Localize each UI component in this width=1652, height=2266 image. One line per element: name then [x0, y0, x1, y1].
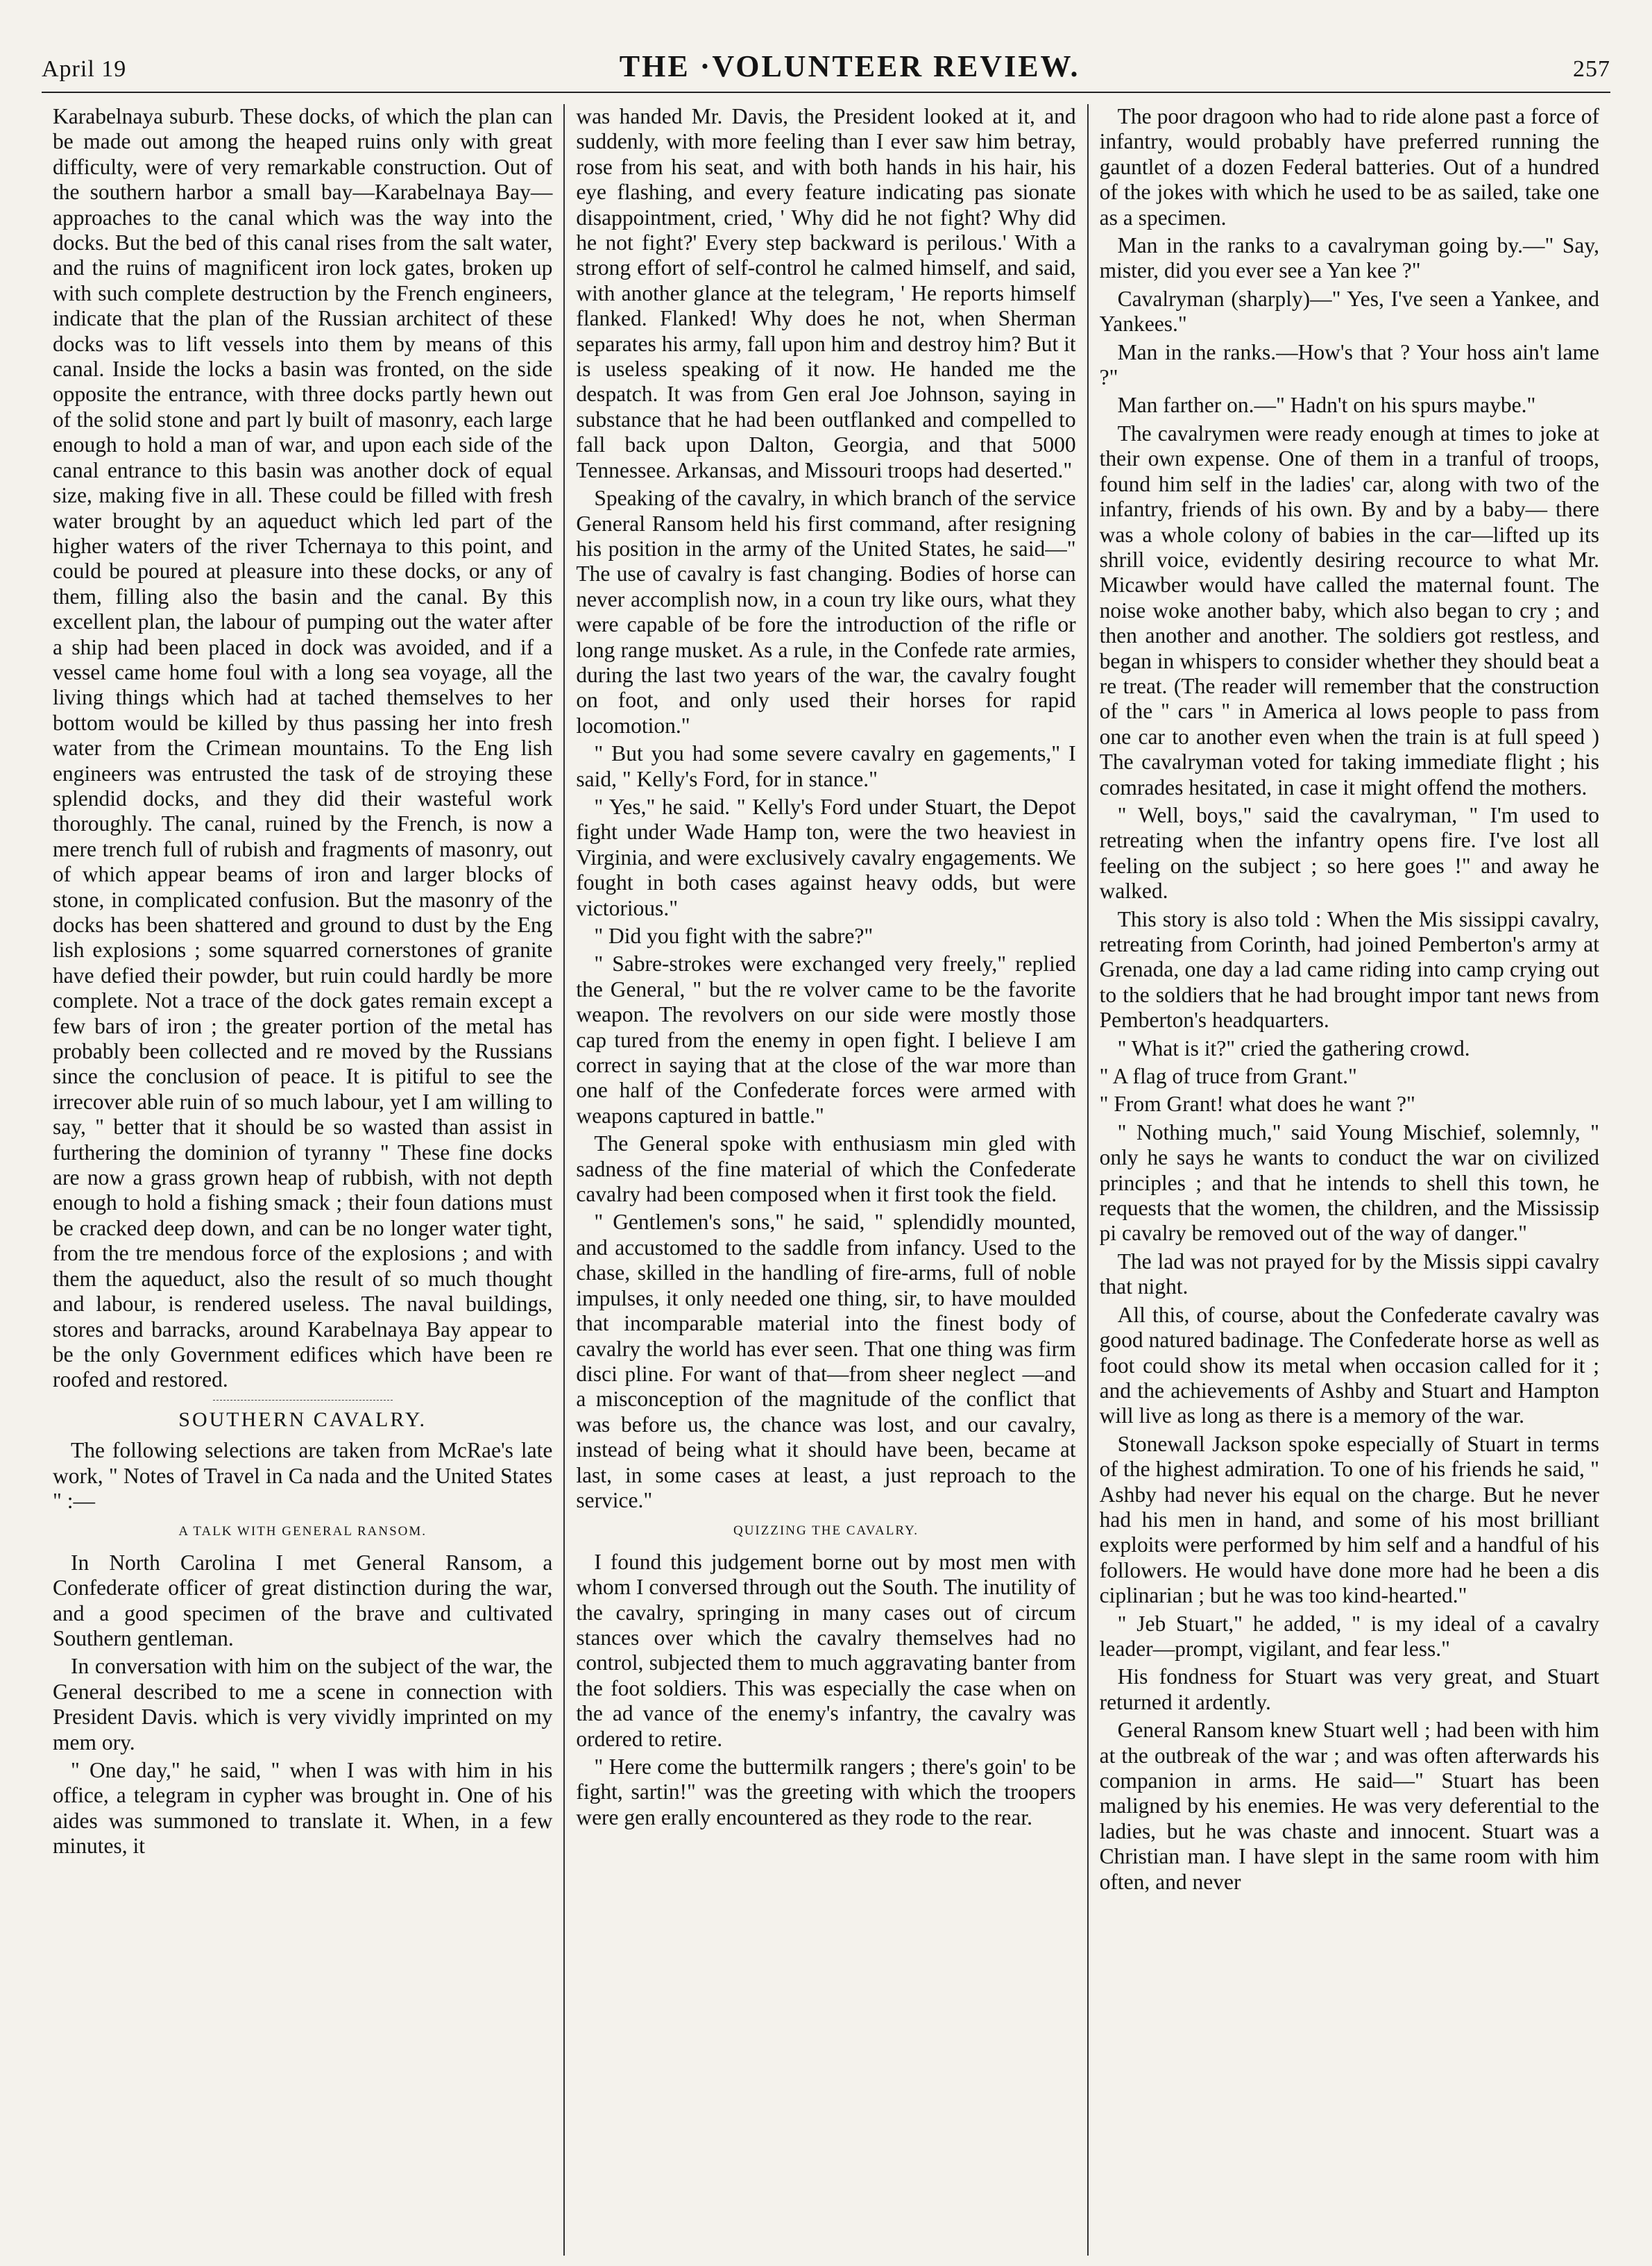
issue-date: April 19: [42, 56, 127, 82]
section-title: SOUTHERN CAVALRY.: [178, 1407, 427, 1431]
paragraph: Man farther on.—" Hadn't on his spurs maybe.": [1117, 393, 1536, 418]
paragraph: " Well, boys," said the cavalryman, " I'm used to retreating when the infantry opens fire. I've lost all feeling on the subject ; so here goes !" and away he walked.: [1099, 802, 1599, 904]
paragraph: " A flag of truce from Grant.": [1099, 1064, 1357, 1089]
paragraph: " Jeb Stuart," he added, " is my ideal of a cavalry leader—prompt, vigilant, and fear less.": [1099, 1611, 1599, 1661]
paragraph: General Ransom knew Stuart well ; had been with him at the outbreak of the war ; and was often afterwards his companion in arms. He said—" Stuart has been maligned by his enemies. He was very deferential to the ladies, but he was chaste and innocent. Stuart was a Christian man. I have slept in the same room with him often, and never: [1099, 1718, 1599, 1894]
paragraph: " But you had some severe cavalry en gagements," I said, " Kelly's Ford, for in stance.": [576, 741, 1076, 791]
column-1: [42, 104, 563, 2256]
paragraph: His fondness for Stuart was very great, and Stuart returned it ardently.: [1099, 1664, 1599, 1714]
paragraph: Stonewall Jackson spoke especially of Stuart in terms of the highest admiration. To one of his friends he said, " Ashby had never his equal on the charge. But he never had his men in hand, and some of his most brilliant exploits were performed by him self and a handful of his followers. He would have done more had he been a dis ciplinarian ; but he was too kind-hearted.": [1099, 1431, 1599, 1608]
section-divider: [213, 1400, 393, 1401]
paragraph: " One day," he said, " when I was with him in his office, a telegram in cypher was brought in. One of his aides was summoned to translate it. When, in a few minutes, it: [53, 1758, 553, 1859]
paragraph: This story is also told : When the Mis sissippi cavalry, retreating from Corinth, had joined Pemberton's army at Grenada, one day a lad came riding into camp crying out to the soldiers that he had brought impor tant news from Pemberton's headquarters.: [1099, 906, 1599, 1033]
paragraph: The cavalrymen were ready enough at times to joke at their own expense. One of them in a tranful of troops, found him self in the ladies' car, along with two of the infantry, friends of his own. By and by a baby— there was a whole colony of babies in the car—lifted up its shrill voice, evidently desiring recource to what Mr. Micawber would have called the maternal fount. The noise woke another baby, which also began to cry ; and then another and another. The soldiers got restless, and began in whispers to consider whether they should beat a re treat. (The reader will remember that the construction of the " cars " in America al lows people to pass from one car to another even when the train is at full speed ) The cavalryman voted for taking immediate flight ; his comrades hesitated, in case it might offend the mothers.: [1099, 421, 1599, 800]
paragraph: The lad was not prayed for by the Missis sippi cavalry that night.: [1099, 1249, 1599, 1299]
paragraph: I found this judgement borne out by most men with whom I conversed through out the South. The inutility of the cavalry, springing in many cases out of circum stances over which the cavalry themselves had no control, subjected them to much aggravating banter from the foot soldiers. This was especially the case when on the ad vance of the enemy's infantry, the cavalry was ordered to retire.: [576, 1549, 1076, 1751]
paragraph: The following selections are taken from McRae's late work, " Notes of Travel in Ca nada and the United States " :—: [53, 1438, 553, 1513]
column-3: [1087, 104, 1610, 2256]
subheading: A TALK WITH GENERAL RANSOM.: [178, 1524, 427, 1539]
paragraph: " Nothing much," said Young Mischief, solemnly, " only he says he wants to conduct the war on civilized principles ; and that he intends to shell this town, he requests that the women, the children, and the Mississip pi cavalry be removed out of the way of danger.": [1099, 1119, 1599, 1246]
paragraph: " Gentlemen's sons," he said, " splendidly mounted, and accustomed to the saddle from infancy. Used to the chase, skilled in the handling of fire-arms, full of noble impulses, it only needed one thing, sir, to have moulded that incomparable material into the finest body of cavalry the world has ever seen. That one thing was firm disci pline. For want of that—from sheer neglect —and a misconception of the magnitude of the conflict that was before us, the chance was lost, and our cavalry, instead of being what it should have been, became at last, in some cases at least, a just reproach to the service.": [576, 1210, 1076, 1512]
paragraph: All this, of course, about the Confederate cavalry was good natured badinage. The Confederate horse as well as foot could show its metal when occasion called for it ; and the achievements of Ashby and Stuart and Hampton will live as long as there is a memory of the war.: [1099, 1302, 1599, 1428]
paragraph: " Here come the buttermilk rangers ; there's goin' to be fight, sartin!" was the greeting with which the troopers were gen erally encountered as they rode to the rear.: [576, 1755, 1076, 1829]
paragraph: The General spoke with enthusiasm min gled with sadness of the fine material of which the Confederate cavalry had been composed when it first took the field.: [576, 1131, 1076, 1207]
paragraph: " Yes," he said. " Kelly's Ford under Stuart, the Depot fight under Wade Hamp ton, were the two heaviest in Virginia, and were exclusively cavalry engagements. We fought in both cases against heavy odds, but were victorious.": [576, 794, 1076, 920]
paragraph: Man in the ranks to a cavalryman going by.—" Say, mister, did you ever see a Yan kee ?": [1099, 233, 1599, 283]
paragraph: In conversation with him on the subject of the war, the General described to me a scene in connection with President Davis. which is very vividly imprinted on my mem ory.: [53, 1654, 553, 1755]
column-2: [563, 104, 1087, 2256]
paragraph: " Did you fight with the sabre?": [594, 924, 874, 948]
paragraph: Karabelnaya suburb. These docks, of which the plan can be made out among the heaped ruins only with great difficulty, were of very remarkable construction. Out of the southern harbor a small bay—Karabelnaya Bay—approaches to the canal which was the way into the docks. But the bed of this canal rises from the salt water, and the ruins of magnificent iron lock gates, broken up with such complete destruction by the French engineers, indicate that the plan of the Russian architect of these docks was to lift vessels into them by means of this canal. Inside the locks a basin was fronted, on the side opposite the entrance, with three docks partly hewn out of the solid stone and part ly built of masonry, each large enough to hold a man of war, and upon each side of the canal entrance to this basin was another dock of equal size, making five in all. These could be filled with fresh water brought by an aqueduct which led part of the higher waters of the river Tchernaya to this point, and could be poured at pleasure into these docks, or any of them, filling also the basin and the canal. By this excellent plan, the labour of pumping out the water after a ship had been placed in dock was avoided, and if a vessel came home foul with a long sea voyage, all the living things which had at tached themselves to her bottom would be killed by thus passing her into fresh water from the Crimean mountains. To the Eng lish engineers was entrusted the task of de stroying these splendid docks, and they did their wasteful work thoroughly. The canal, ruined by the French, is now a mere trench full of rubish and fragments of masonry, out of which appear beams of iron and larger blocks of stone, in complicated confusion. But the masonry of the docks has been shattered and ground to dust by the Eng lish explosions ; some squarred cornerstones of granite have defied their powder, but ruin could hardly be more complete. Not a trace of the dock gates remain except a few bars of iron ; the greater portion of the metal has probably been collected and re moved by the Russians since the conclusion of peace. It is pitiful to see the irrecover able ruin of so much labour, yet I am willing to say, " better that it should be so wasted than assist in furthering the dominion of tyranny " These fine docks are now a grass grown heap of rubbish, with not depth enough to hold a fishing smack ; their foun dations must be cracked deep down, and can be no longer water tight, from the tre mendous force of the explosions ; and with them the aqueduct, also the result of so much thought and labour, is rendered useless. The naval buildings, stores and barracks, around Karabelnaya Bay appear to be the only Government edifices which have been re roofed and restored.: [53, 104, 553, 1392]
paragraph: " Sabre-strokes were exchanged very freely," replied the General, " but the re volver came to be the favorite weapon. The revolvers on our side were mostly those cap tured from the enemy in open fight. I believe I am correct in saying that at the close of the war more than one half of the Confederate forces were armed with weapons captured in battle.": [576, 952, 1076, 1128]
paragraph: Cavalryman (sharply)—" Yes, I've seen a Yankee, and Yankees.": [1099, 286, 1599, 337]
publication-title: THE ·VOLUNTEER REVIEW.: [619, 49, 1080, 83]
paragraph: In North Carolina I met General Ransom, a Confederate officer of great distinction during the war, and a good specimen of the brave and cultivated Southern gentleman.: [53, 1550, 553, 1650]
paragraph: was handed Mr. Davis, the President looked at it, and suddenly, with more feeling than I ever saw him betray, rose from his seat, and with both hands in his hair, his eye flashing, and every feature indicating pas sionate disappointment, cried, ' Why did he not fight? Why did he not fight?' Every step backward is perilous.' With a strong effort of self-control he calmed himself, and said, with another glance at the telegram, ' He reports himself flanked. Flanked! Why does he not, when Sherman separates his army, fall upon him and destroy him? But it is useless speaking of it now. He handed me the despatch. It was from Gen eral Joe Johnson, saying in substance that he had been outflanked and compelled to fall back upon Dalton, Georgia, and that 5000 Tennessee. Arkansas, and Missouri troops had deserted.": [576, 104, 1076, 482]
paragraph: Speaking of the cavalry, in which branch of the service General Ransom held his first command, after resigning his position in the army of the United States, he said—" The use of cavalry is fast changing. Bodies of horse can never accomplish now, in a coun try like ours, what they were capable of be fore the introduction of the rifle or long range musket. As a rule, in the Confede rate armies, during the last two years of the war, the cavalry fought on foot, and only used their horses for rapid locomotion.": [576, 486, 1076, 738]
paragraph: Man in the ranks.—How's that ? Your hoss ain't lame ?": [1099, 339, 1599, 390]
paragraph: " From Grant! what does he want ?": [1099, 1092, 1415, 1117]
masthead: [42, 49, 1610, 93]
article-columns: [42, 104, 1610, 2256]
page-number: 257: [1572, 56, 1610, 82]
paragraph: " What is it?" cried the gathering crowd.: [1117, 1035, 1470, 1060]
paragraph: The poor dragoon who had to ride alone past a force of infantry, would probably have preferred running the gauntlet of a dozen Federal batteries. Out of a hundred of the jokes with which he used to be as sailed, take one as a specimen.: [1099, 104, 1599, 230]
subheading: QUIZZING THE CAVALRY.: [733, 1523, 919, 1539]
